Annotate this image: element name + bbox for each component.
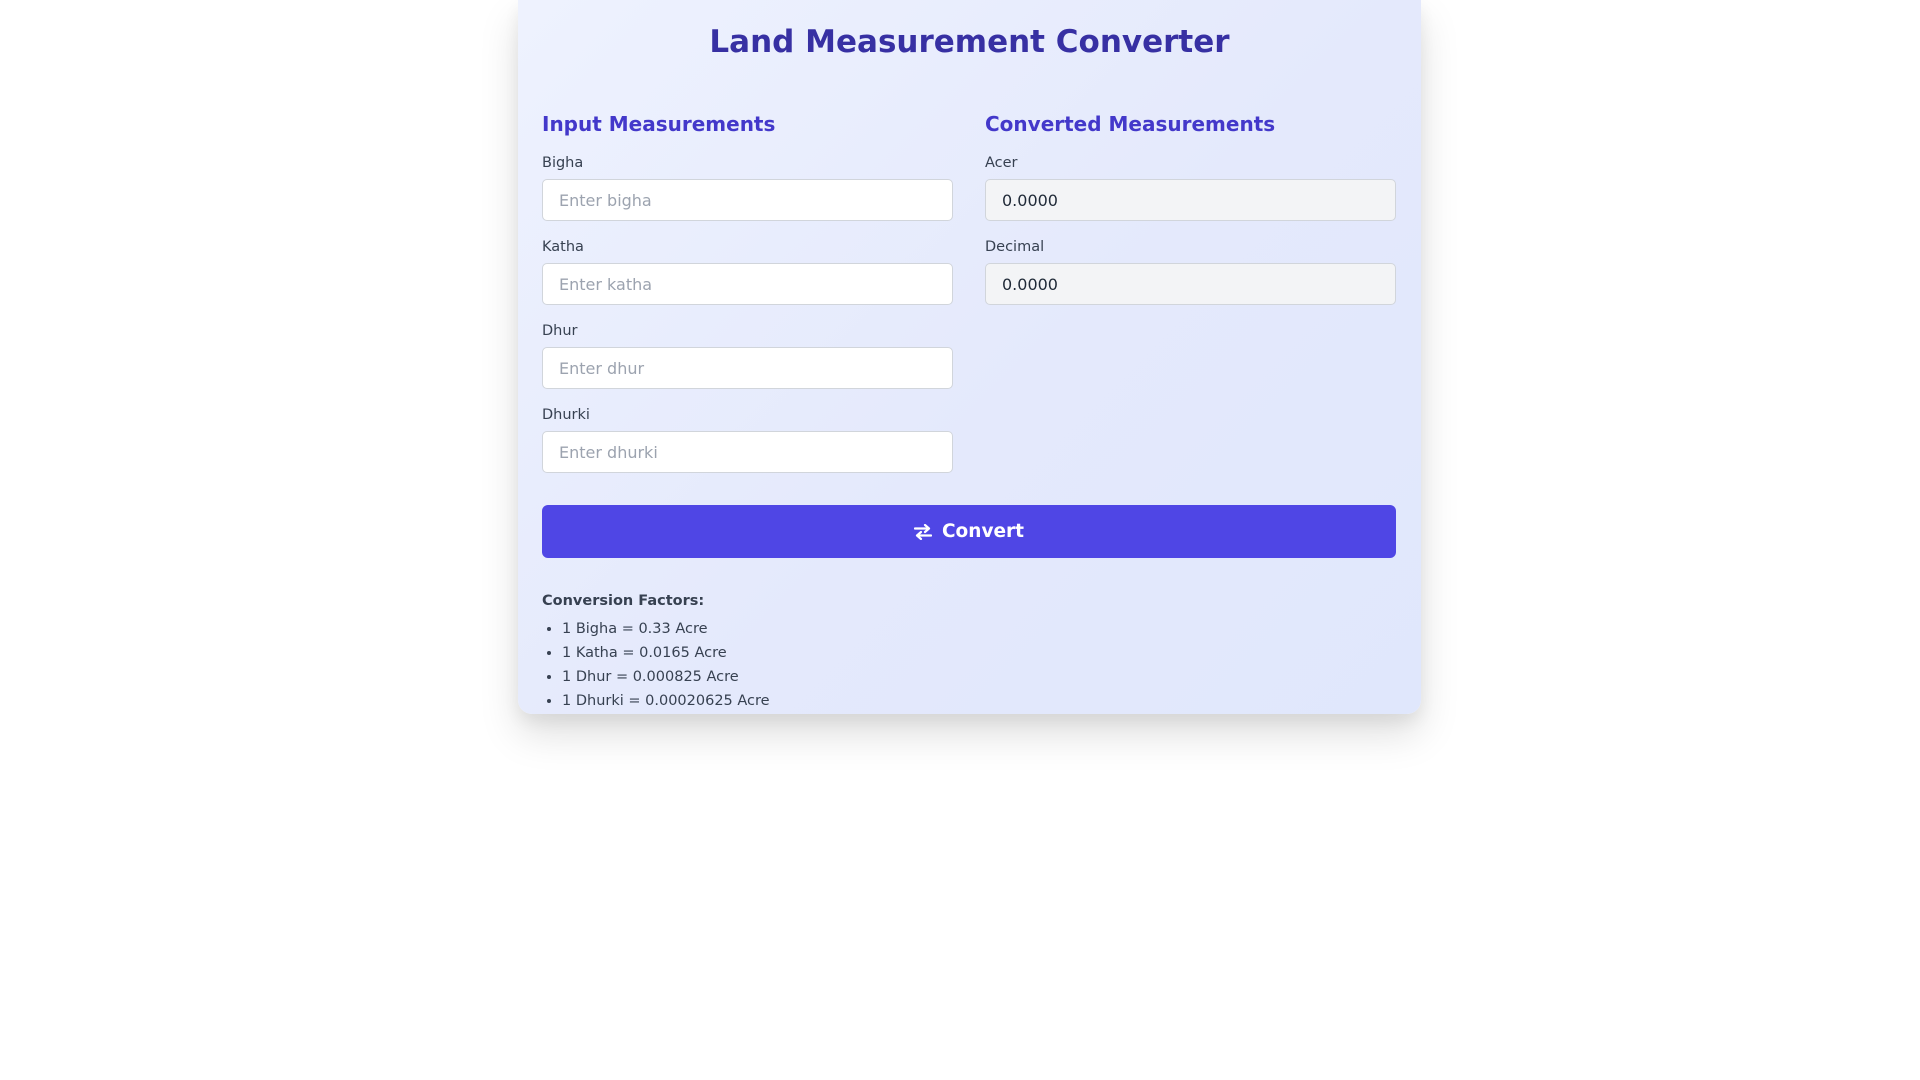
- decimal-output[interactable]: [985, 263, 1396, 305]
- acer-output[interactable]: [985, 179, 1396, 221]
- dhurki-field: [542, 406, 953, 473]
- decimal-label: Decimal: [985, 239, 1045, 255]
- dhurki-input[interactable]: [542, 431, 953, 473]
- katha-input[interactable]: [542, 263, 953, 305]
- output-section: [985, 112, 1396, 490]
- converter-card: [518, 0, 1421, 714]
- decimal-field: [985, 238, 1396, 305]
- convert-button-label: Convert: [941, 521, 1025, 542]
- input-section: [542, 112, 953, 490]
- list-item: • 1 Bigha = 0.33 Acre: [562, 617, 1397, 641]
- list-item: • 1 Dhur = 0.000825 Acre: [562, 665, 1397, 689]
- input-section-title: Input Measurements: [542, 112, 776, 136]
- bigha-input[interactable]: [542, 179, 953, 221]
- katha-label: Katha: [542, 239, 584, 255]
- acer-field: [985, 154, 1396, 221]
- bigha-field: [542, 154, 953, 221]
- page-title: Land Measurement Converter: [709, 24, 1230, 60]
- convert-button[interactable]: [542, 505, 1396, 558]
- output-section-title: Converted Measurements: [985, 112, 1276, 136]
- conversion-factors-list: [542, 617, 1397, 713]
- conversion-factors: [542, 592, 1397, 713]
- dhur-field: [542, 322, 953, 389]
- dhur-label: Dhur: [542, 323, 578, 339]
- swap-arrows-icon: [914, 524, 932, 540]
- list-item: • 1 Katha = 0.0165 Acre: [562, 641, 1397, 665]
- dhurki-label: Dhurki: [542, 407, 590, 423]
- list-item: • 1 Dhurki = 0.00020625 Acre: [562, 689, 1397, 713]
- dhur-input[interactable]: [542, 347, 953, 389]
- bigha-label: Bigha: [542, 155, 584, 171]
- conversion-factors-title: Conversion Factors:: [542, 593, 705, 609]
- converter-columns: [542, 112, 1397, 490]
- katha-field: [542, 238, 953, 305]
- acer-label: Acer: [985, 155, 1018, 171]
